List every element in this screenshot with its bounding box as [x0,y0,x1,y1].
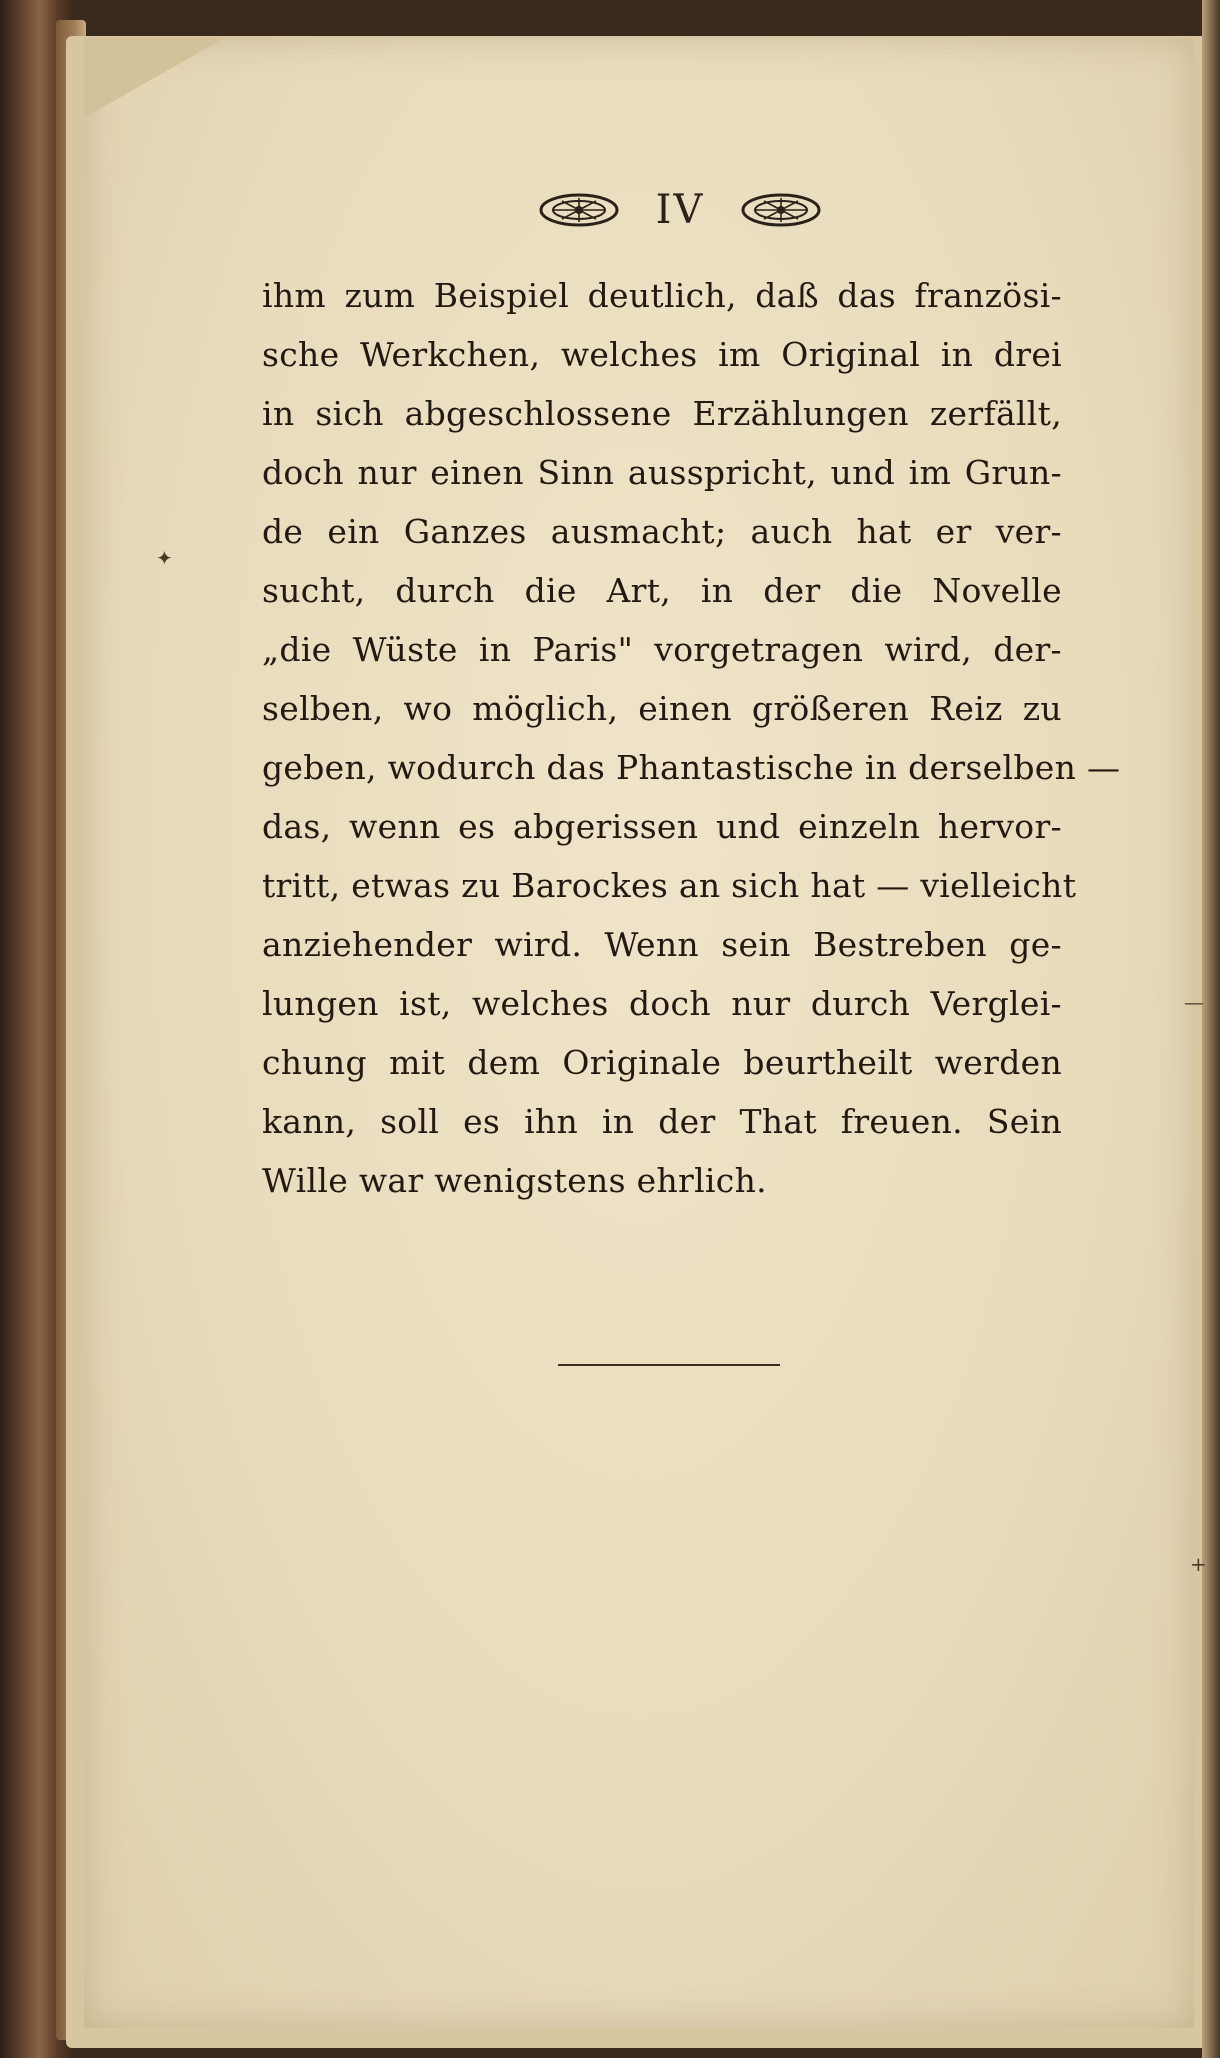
text-line: das, wenn es abgerissen und einzeln hervor- [262,807,1062,846]
text-line: lungen ist, welches doch nur durch Verglei- [262,984,1062,1023]
section-divider [558,1364,780,1366]
text-line: anziehender wird. Wenn sein Bestreben ge- [262,925,1062,964]
text-line: doch nur einen Sinn ausspricht, und im Grun- [262,453,1062,492]
text-line: chung mit dem Originale beurtheilt werden [262,1043,1062,1082]
back-cover-edge [1202,0,1220,2058]
text-line: selben, wo möglich, einen größeren Reiz zu [262,689,1062,728]
page-number: IV [655,187,705,233]
text-line: in sich abgeschlossene Erzählungen zerfällt, [262,394,1062,433]
text-line: geben, wodurch das Phantastische in derselben — [262,748,1121,787]
text-line: Wille war wenigstens ehrlich. [262,1161,767,1200]
text-line: sche Werkchen, welches im Original in drei [262,335,1062,374]
page-edge-tick: + [1190,1552,1207,1576]
ink-speck: ✦ [156,546,173,570]
rosette-ornament-icon [740,190,822,230]
rosette-ornament-icon [538,190,620,230]
text-line: sucht, durch die Art, in der die Novelle [262,571,1062,610]
page-header [520,180,840,240]
text-line: ihm zum Beispiel deutlich, daß das französi- [262,276,1062,315]
text-line: kann, soll es ihn in der That freuen. Sein [262,1102,1062,1141]
body-text [262,266,1121,1210]
text-line: tritt, etwas zu Barockes an sich hat — vielleicht [262,866,1077,905]
text-line: „die Wüste in Paris" vorgetragen wird, der- [262,630,1062,669]
folded-page-corner [84,38,224,118]
text-line: de ein Ganzes ausmacht; auch hat er ver- [262,512,1062,551]
page-edge-tick: — [1184,990,1204,1014]
